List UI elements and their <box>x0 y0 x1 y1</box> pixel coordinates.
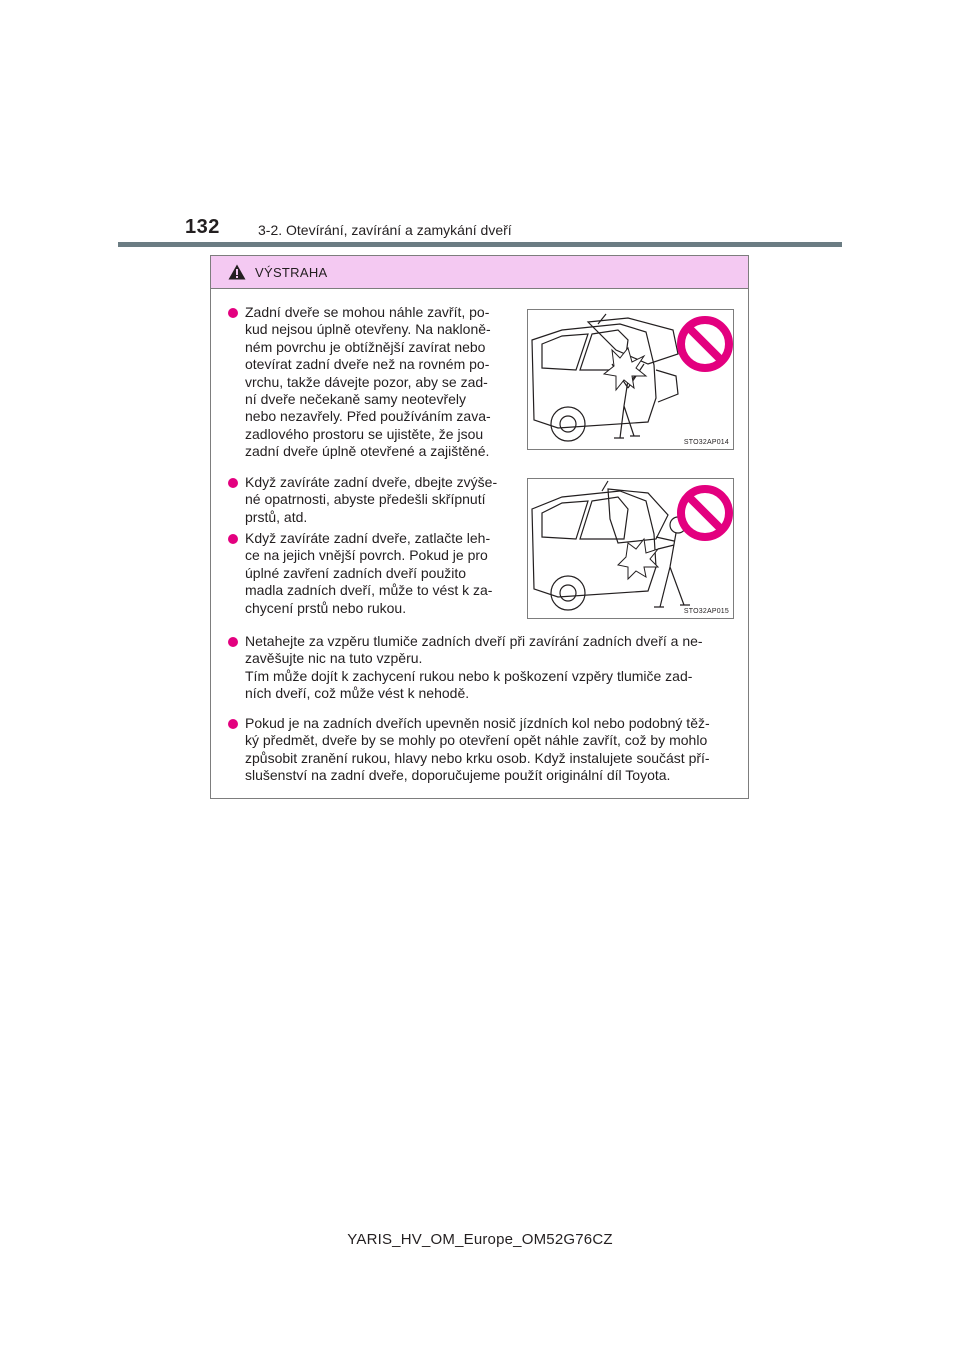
warning-item <box>228 304 515 461</box>
figure-tailgate-slope <box>527 309 734 450</box>
prohibition-icon <box>681 489 729 537</box>
bullet-dot-icon <box>228 308 238 318</box>
bullet-dot-icon <box>228 719 238 729</box>
page-number: 132 <box>185 216 220 238</box>
warning-item-text: Pokud je na zadních dveřích upevněn nosič jízdních kol nebo podobný těž- ký předmět, dveře by se mohly po otevření opět náhle zavřít, což by mohlo způsobit zranění rukou, hlavy nebo krku osob. Když instalujete součást pří- slušenství na zadní dveře, doporučujeme použít originální díl Toyota. <box>245 715 710 784</box>
warning-box <box>210 255 749 799</box>
section-title: 3-2. Otevírání, zavírání a zamykání dveří <box>258 222 512 238</box>
warning-title: VÝSTRAHA <box>255 264 328 280</box>
bullet-dot-icon <box>228 637 238 647</box>
prohibition-icon <box>681 320 729 368</box>
warning-item <box>228 530 515 617</box>
document-code: YARIS_HV_OM_Europe_OM52G76CZ <box>347 1231 613 1248</box>
warning-item-text: Netahejte za vzpěru tlumiče zadních dveří při zavírání zadních dveří a ne- zavěšujte nic na tuto vzpěru. Tím může dojít k zachycení rukou nebo k poškození vzpěry tlumiče zad- ních dveří, což může vést k nehodě. <box>245 633 703 702</box>
warning-item-text: Zadní dveře se mohou náhle zavřít, po- kud nejsou úplně otevřeny. Na nakloně- ném povrchu je obtížnější zavírat nebo otevírat zadní dveře než na rovném po- vrchu, takže dávejte pozor, aby se zad- ní dveře nečekaně samy neotevřely nebo nezavřely. Před používáním zava- zadlového prostoru se ujistěte, že jsou zadní dveře úplně otevřené a zajištěné. <box>245 304 491 460</box>
car-tailgate-illustration <box>528 310 733 449</box>
warning-item <box>228 715 743 785</box>
figure-code: STO32AP014 <box>683 439 729 446</box>
warning-header <box>211 256 748 289</box>
warning-item <box>228 474 515 526</box>
warning-item-text: Když zavíráte zadní dveře, dbejte zvýše- né opatrnosti, abyste předešli skřípnutí prstů, atd. <box>245 474 498 525</box>
header-rule <box>118 242 842 247</box>
bullet-dot-icon <box>228 534 238 544</box>
figure-code: STO32AP015 <box>683 608 729 615</box>
warning-triangle-icon <box>228 264 246 280</box>
figure-tailgate-fingers <box>527 478 734 619</box>
car-tailgate-illustration <box>528 479 733 618</box>
warning-item <box>228 633 743 703</box>
bullet-dot-icon <box>228 478 238 488</box>
warning-item-text: Když zavíráte zadní dveře, zatlačte leh- ce na jejich vnější povrch. Pokud je pro úplné zavření zadních dveří použito madla zadních dveří, může to vést k za- chycení prstů nebo rukou. <box>245 530 493 616</box>
